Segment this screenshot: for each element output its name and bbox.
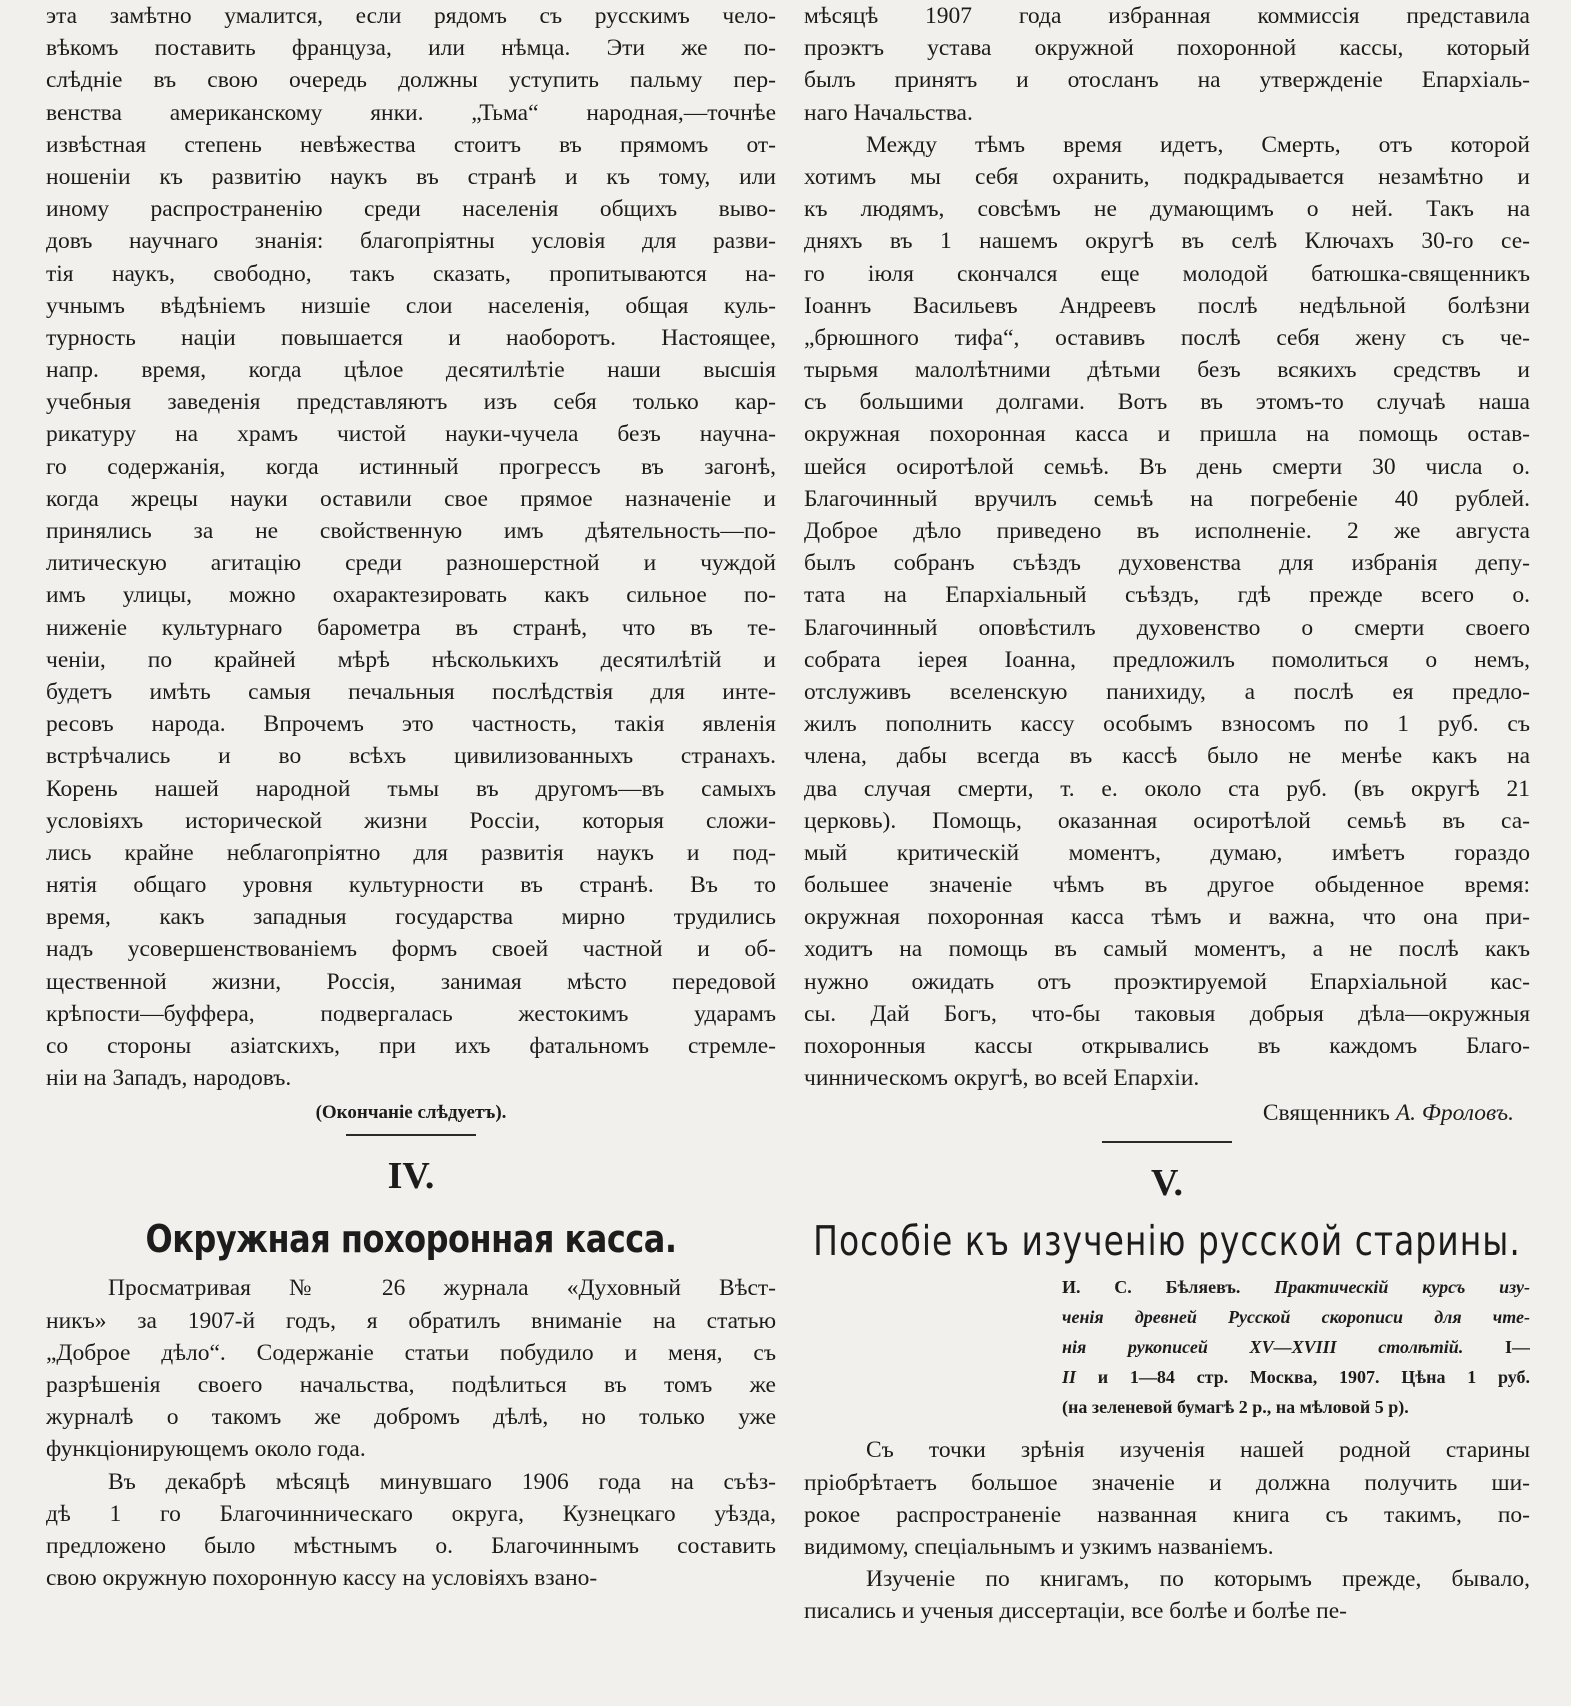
reference-paper-prices: (на зеленевой бумагѣ 2 р., на мѣловой 5 р). [1062,1397,1409,1418]
text-line: писались и ученыя диссертаціи, все болѣе и болѣе пе- [804,1598,1347,1625]
continuation-note: (Окончаніе слѣдуетъ). [315,1102,507,1124]
section-number-iv: IV. [387,1155,435,1198]
text-line: никъ» за 1907-й годъ, я обратилъ вниманіе на статью [46,1307,776,1334]
text-line: тата на Епархіальный съѣздъ, гдѣ прежде всего о. [804,582,1530,609]
text-line: учебныя заведенія представляютъ изъ себя только кар- [46,389,776,416]
section-title-iv: Окружная похоронная касса. [145,1216,677,1263]
text-line: проэктъ устава окружной похоронной кассы, который [804,35,1530,62]
text-line: со стороны азіатскихъ, при ихъ фатальномъ стремле- [46,1033,776,1059]
text-line: нужно ожидать отъ проэктируемой Епархіальной кас- [804,968,1530,995]
text-line: будетъ имѣть самыя печальныя послѣдствія для инте- [46,678,776,705]
text-line: жилъ пополнить кассу особымъ взносомъ по 1 руб. съ [804,711,1530,738]
text-line: мый критическій моментъ, думаю, имѣетъ гораздо [804,839,1530,866]
text-line: „Доброе дѣло“. Содержаніе статьи побудило и меня, съ [46,1339,776,1366]
text-line: похоронныя кассы открывались въ каждомъ Благо- [804,1033,1530,1059]
text-line: Между тѣмъ время идетъ, Смерть, отъ которой [866,131,1530,158]
left-article-text [46,0,776,1094]
text-line: рикатуру на храмъ чистой науки-чучела безъ научна- [46,421,776,448]
text-line: видимому, спеціальнымъ и узкимъ названіемъ. [804,1533,1274,1560]
text-line: турность націи повышается и наоборотъ. Настоящее, [46,324,776,351]
text-line: надъ усовершенствованіемъ формъ своей частной и об- [46,936,776,963]
text-line: довъ научнаго знанія: благопріятны условія для разви- [46,228,776,255]
text-line: щественной жизни, Россія, занимая мѣсто передовой [46,968,776,995]
text-line: нятія общаго уровня культурности въ странѣ. Въ то [46,872,776,899]
text-line: два случая смерти, т. е. около ста руб. (въ округѣ 21 [804,775,1530,802]
text-line: окружная похоронная касса тѣмъ и важна, что она при- [804,904,1530,931]
text-line: разрѣшенія своего начальства, подѣлиться въ томъ же [46,1371,776,1398]
text-line: Доброе дѣло приведено въ исполненіе. 2 же августа [804,518,1530,544]
text-line: отслуживъ вселенскую панихиду, а послѣ ея предло- [804,678,1530,705]
signature [804,1100,1530,1127]
text-line: тія наукъ, свободно, такъ сказать, пропитываются на- [46,260,776,287]
text-line: венства американскому янки. „Тьма“ народная,—точнѣе [46,99,776,126]
text-line: напр. время, когда цѣлое десятилѣтіе наши высшія [46,357,776,384]
text-line: ченіи, по крайней мѣрѣ нѣсколькихъ десятилѣтій и [46,646,776,673]
section-title-v: Пособіе къ изученію русской старины. [813,1216,1521,1266]
text-line: журналѣ о такомъ же добромъ дѣлѣ, но только уже [46,1404,776,1431]
text-line: былъ собранъ съѣздъ духовенства для избранія депу- [804,550,1530,577]
text-line: былъ принятъ и отосланъ на утвержденіе Епархіаль- [804,67,1530,94]
text-line: ходитъ на помощь въ самый моментъ, а не послѣ какъ [804,936,1530,963]
text-line: съ большими долгами. Вотъ въ этомъ-то случаѣ наша [804,389,1530,416]
text-line: лись крайне неблагопріятно для развитія наукъ и под- [46,839,776,866]
text-line: дняхъ въ 1 нашемъ округѣ въ селѣ Ключахъ 30-го се- [804,228,1530,255]
text-line: вѣкомъ поставить француза, или нѣмца. Эти же по- [46,35,776,62]
book-reference [804,1272,1530,1422]
reference-title-3: нія рукописей XV—XVIII столѣтій. [1062,1337,1464,1358]
signature-prefix: Священникъ [1262,1100,1390,1127]
text-line: иному распространенію среди населенія общихъ выво- [46,196,776,223]
text-line: пріобрѣтаетъ большое значеніе и должна получить ши- [804,1469,1530,1496]
signature-name: А. Фроловъ. [1395,1100,1514,1127]
text-line: Благочинный вручилъ семьѣ на погребеніе 40 рублей. [804,485,1530,512]
text-line: ресовъ народа. Впрочемъ это частность, такія явленія [46,711,776,738]
text-line: когда жрецы науки оставили свое прямое назначеніе и [46,485,776,512]
text-line: литическую агитацію среди разношерстной и чуждой [46,550,776,577]
reference-author: И. С. Бѣляевъ. [1062,1277,1241,1298]
reference-pages-price: и 1—84 стр. Москва, 1907. Цѣна 1 руб. [1097,1367,1530,1388]
text-line: имъ улицы, можно охарактезировать какъ сильное по- [46,582,776,609]
text-line: мѣсяцѣ 1907 года избранная коммиссія представила [804,3,1530,29]
left-column [46,0,776,1594]
text-line: дѣ 1 го Благочинническаго округа, Кузнецкаго уѣзда, [46,1500,776,1527]
text-line: свою окружную похоронную кассу на условіяхъ взано- [46,1565,598,1592]
text-line: Іоаннъ Васильевъ Андреевъ послѣ недѣльной болѣзни [804,292,1530,319]
text-line: „брюшного тифа“, оставивъ послѣ себя жену съ че- [804,324,1530,351]
text-line: крѣпости—буффера, подвергалась жестокимъ ударамъ [46,1000,776,1027]
text-line: Благочинный оповѣстилъ духовенство о смерти своего [804,614,1530,641]
reference-title-1: Практическій курсъ изу- [1274,1277,1530,1298]
text-line: эта замѣтно умалится, если рядомъ съ русскимъ чело- [46,3,776,29]
text-line: хотимъ мы себя охранить, подкрадывается незамѣтно и [804,163,1530,190]
funeral-fund-article-text [46,1272,776,1594]
text-line: тырьмя малолѣтними дѣтьми безъ всякихъ средствъ и [804,357,1530,384]
text-line: условіяхъ исторической жизни Россіи, которыя сложи- [46,807,776,834]
section-number-v: V. [1150,1162,1184,1205]
section-divider [346,1134,476,1136]
text-line: ніи на Западъ, народовъ. [46,1065,292,1092]
text-line: ниженіе культурнаго барометра въ странѣ, что въ те- [46,614,776,641]
reference-volumes: I— [1505,1337,1530,1358]
reference-line [1062,1392,1530,1422]
text-line: члена, дабы всегда въ кассѣ было не менѣе какъ на [804,743,1530,770]
text-line: встрѣчались и во всѣхъ цивилизованныхъ странахъ. [46,743,776,770]
text-line: Корень нашей народной тьмы въ другомъ—въ самыхъ [46,775,776,802]
text-line: сы. Дай Богъ, что-бы таковыя добрыя дѣла—окружныя [804,1000,1530,1027]
text-line: къ людямъ, совсѣмъ не думающимъ о ней. Такъ на [804,196,1530,223]
text-line: большее значеніе чѣмъ въ другое обыденное время: [804,872,1530,899]
reference-volume-ii: II [1062,1367,1077,1388]
text-line: собрата іерея Іоанна, предложилъ помолиться о немъ, [804,646,1530,673]
text-line: го іюля скончался еще молодой батюшка-священникъ [804,260,1530,287]
text-line: функціонирующемъ около года. [46,1436,366,1463]
text-line: ношеніи къ развитію наукъ въ странѣ и къ тому, или [46,163,776,190]
text-line: предложено было мѣстнымъ о. Благочиннымъ составить [46,1532,776,1559]
text-line: Въ декабрѣ мѣсяцѣ минувшаго 1906 года на съѣз- [108,1468,776,1495]
text-line: окружная похоронная касса и пришла на помощь остав- [804,421,1530,448]
reference-line [1062,1362,1530,1392]
text-line: слѣдніе въ свою очередь должны уступить пальму пер- [46,67,776,94]
text-line: го содержанія, когда истинный прогрессъ въ загонѣ, [46,453,776,480]
right-column [804,0,1530,1628]
text-line: время, какъ западныя государства мирно трудились [46,904,776,931]
reference-title-2: ченія древней Русской скорописи для чте- [1062,1307,1530,1328]
reference-line [1062,1272,1530,1302]
right-article-text [804,0,1530,1094]
text-line: Съ точки зрѣнія изученія нашей родной старины [866,1437,1530,1464]
reference-line [1062,1332,1530,1362]
text-line: церковь). Помощь, оказанная осиротѣлой семьѣ въ са- [804,807,1530,834]
section-divider [1102,1141,1232,1143]
reference-line [1062,1302,1530,1332]
text-line: извѣстная степень невѣжества стоитъ въ прямомъ от- [46,131,776,158]
text-line: рокое распространеніе названная книга съ такимъ, по- [804,1501,1530,1528]
text-line: чинническомъ округѣ, во всей Епархіи. [804,1065,1200,1092]
text-line: принялись за не свойственную имъ дѣятельность—по- [46,518,776,544]
antiquity-article-text [804,1434,1530,1627]
text-line: Изученіе по книгамъ, по которымъ прежде, бывало, [866,1566,1530,1593]
text-line: Просматривая № 26 журнала «Духовный Вѣст- [108,1275,776,1302]
text-line: наго Начальства. [804,99,973,126]
text-line: шейся осиротѣлой семьѣ. Въ день смерти 30 числа о. [804,453,1530,480]
text-line: учнымъ вѣдѣніемъ низшіе слои населенія, общая куль- [46,292,776,319]
